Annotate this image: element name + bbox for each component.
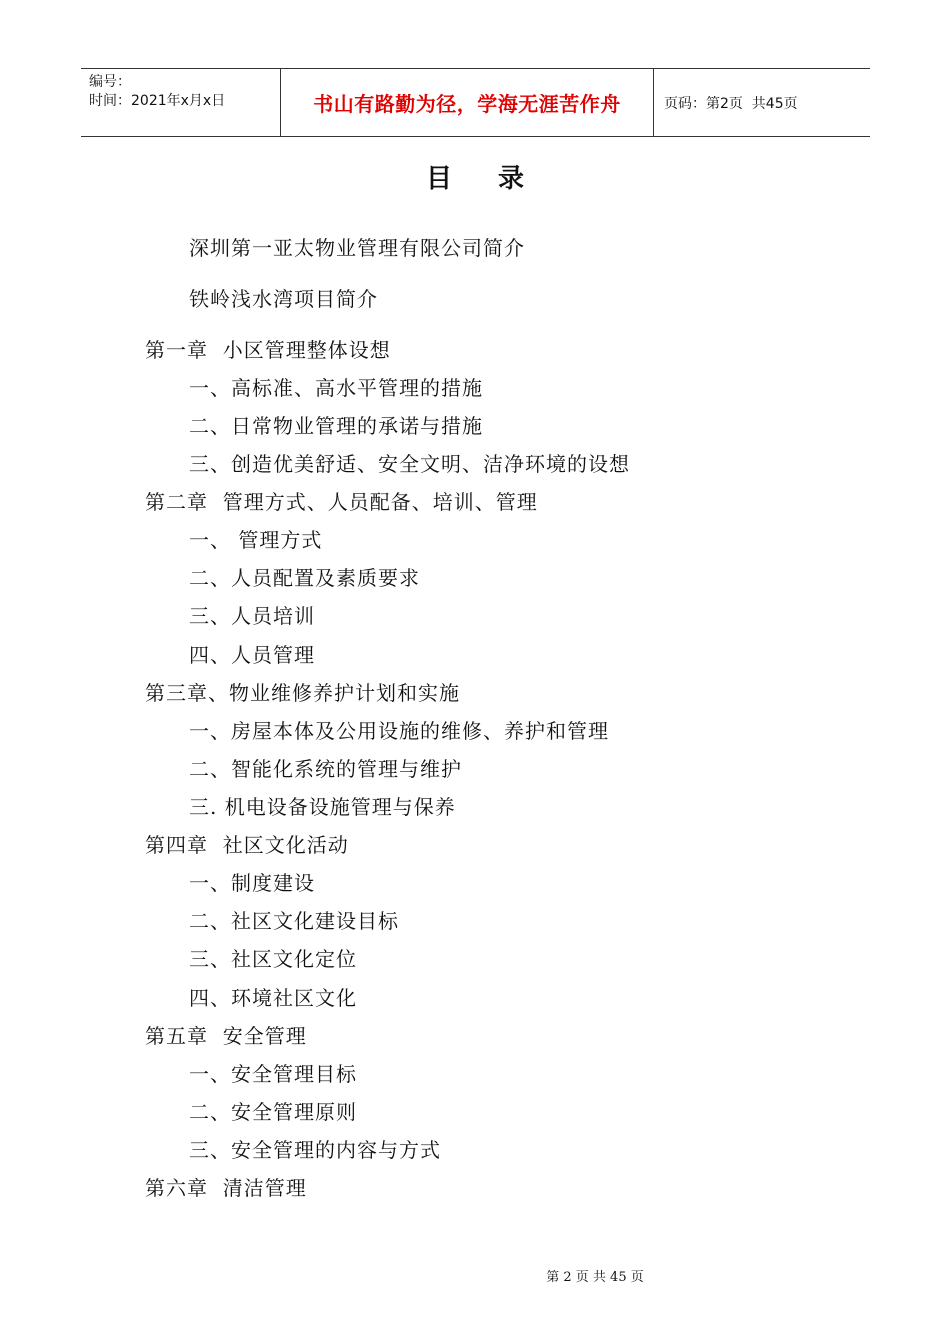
toc-section: 三、人员培训 bbox=[189, 604, 315, 628]
toc-section: 三. 机电设备设施管理与保养 bbox=[189, 795, 456, 819]
title-part-2: 录 bbox=[498, 164, 525, 194]
toc-section: 二、智能化系统的管理与维护 bbox=[189, 757, 462, 781]
header-page-cell bbox=[654, 69, 870, 136]
toc-section: 四、人员管理 bbox=[189, 643, 315, 667]
toc-section: 三、安全管理的内容与方式 bbox=[189, 1138, 441, 1162]
toc-section: 三、创造优美舒适、安全文明、洁净环境的设想 bbox=[189, 452, 630, 476]
toc-chapter: 第三章、物业维修养护计划和实施 bbox=[145, 681, 460, 705]
toc-section: 一、制度建设 bbox=[189, 871, 315, 895]
toc-section: 二、社区文化建设目标 bbox=[189, 909, 399, 933]
toc-section: 一、 管理方式 bbox=[189, 528, 323, 552]
toc-chapter: 第六章 清洁管理 bbox=[145, 1176, 307, 1200]
toc-section: 一、高标准、高水平管理的措施 bbox=[189, 376, 483, 400]
time-label: 时间：2021年x月x日 bbox=[89, 93, 226, 109]
toc-chapter: 第二章 管理方式、人员配备、培训、管理 bbox=[145, 490, 538, 514]
toc-section: 二、人员配置及素质要求 bbox=[189, 566, 420, 590]
toc-section: 二、日常物业管理的承诺与措施 bbox=[189, 414, 483, 438]
toc-section: 四、环境社区文化 bbox=[189, 986, 357, 1010]
toc-section: 二、安全管理原则 bbox=[189, 1100, 357, 1124]
toc-chapter: 第四章 社区文化活动 bbox=[145, 833, 349, 857]
toc-section: 一、房屋本体及公用设施的维修、养护和管理 bbox=[189, 719, 609, 743]
title-part-1: 目 bbox=[425, 164, 452, 194]
toc-entry: 铁岭浅水湾项目简介 bbox=[189, 287, 378, 311]
toc-chapter: 第一章 小区管理整体设想 bbox=[145, 338, 391, 362]
toc-section: 三、社区文化定位 bbox=[189, 947, 357, 971]
toc-chapter: 第五章 安全管理 bbox=[145, 1024, 307, 1048]
page-footer: 第 2 页 共 45 页 bbox=[546, 1270, 644, 1285]
motto-text: 书山有路勤为径，学海无涯苦作舟 bbox=[313, 92, 621, 116]
header-motto-cell bbox=[281, 69, 654, 136]
header-meta-cell bbox=[81, 69, 281, 136]
toc-section: 一、安全管理目标 bbox=[189, 1062, 357, 1086]
page-title bbox=[0, 158, 950, 195]
page-info: 页码：第2页 共45页 bbox=[664, 95, 798, 112]
number-label: 编号： bbox=[89, 74, 131, 90]
page-header bbox=[81, 68, 870, 137]
toc-entry: 深圳第一亚太物业管理有限公司简介 bbox=[189, 236, 525, 260]
